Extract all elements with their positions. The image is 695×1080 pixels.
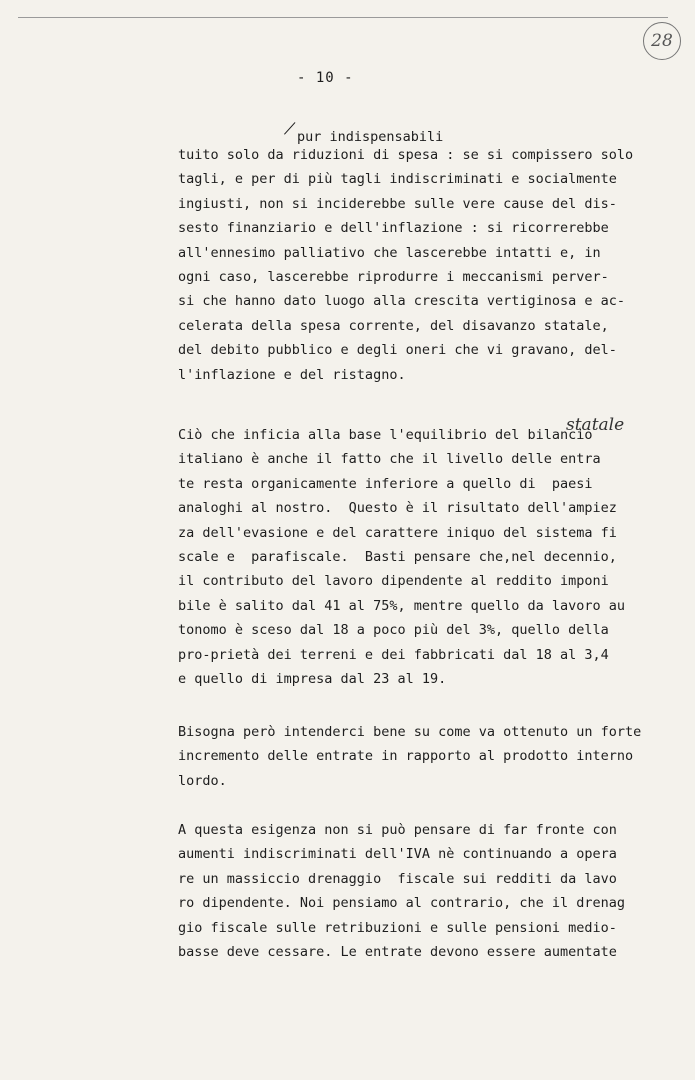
text-line: il contributo del lavoro dipendente al reddito imponi (178, 573, 609, 590)
text-line: l'inflazione e del ristagno. (178, 366, 406, 383)
text-line: ingiusti, non si inciderebbe sulle vere cause del dis- (178, 195, 617, 212)
text-line: Bisogna però intenderci bene su come va ottenuto un forte (178, 724, 642, 740)
text-line: all'ennesimo palliativo che lascerebbe intatti e, in (178, 244, 601, 261)
text-line: re un massiccio drenaggio fiscale sui redditi da lavo (178, 870, 617, 887)
page-number: - 10 - (297, 70, 354, 86)
text-line: sesto finanziario e dell'inflazione : si ricorrerebbe (178, 220, 609, 237)
top-rule (18, 17, 668, 18)
text-line: analoghi al nostro. Questo è il risultato dell'ampiez (178, 500, 617, 517)
text-line: tonomo è sceso dal 18 a poco più del 3%, quello della (178, 622, 609, 639)
text-line: A questa esigenza non si può pensare di far fronte con (178, 822, 617, 838)
text-line: e quello di impresa dal 23 al 19. (178, 671, 447, 688)
text-line: ro dipendente. Noi pensiamo al contrario, che il drenag (178, 895, 626, 912)
text-line: si che hanno dato luogo alla crescita vertiginosa e ac- (178, 293, 626, 310)
handwritten-insertion: pur indispensabili (297, 129, 444, 145)
paragraph-2 (178, 423, 648, 691)
page-stamp: 28 (643, 22, 681, 60)
text-line: tuito solo da riduzioni di spesa : se si compissero solo (178, 147, 634, 163)
text-line: celerata della spesa corrente, del disavanzo statale, (178, 317, 609, 334)
text-line: pro-prietà dei terreni e dei fabbricati dal 18 al 3,4 (178, 646, 609, 663)
text-line: za dell'evasione e del carattere iniquo del sistema fi (178, 524, 617, 541)
text-line: del debito pubblico e degli oneri che vi gravano, del- (178, 342, 617, 359)
text-line: basse deve cessare. Le entrate devono essere aumentate (178, 944, 617, 961)
text-line: Ciò che inficia alla base l'equilibrio del bilancio (178, 427, 593, 443)
insertion-caret (284, 122, 295, 135)
paragraph-3 (178, 720, 648, 793)
handwritten-margin-note: statale (566, 415, 625, 435)
text-line: incremento delle entrate in rapporto al prodotto interno (178, 748, 634, 765)
paragraph-4 (178, 818, 648, 964)
text-line: bile è salito dal 41 al 75%, mentre quello da lavoro au (178, 597, 626, 614)
text-line: scale e parafiscale. Basti pensare che,nel decennio, (178, 549, 617, 566)
paragraph-1 (178, 143, 648, 387)
text-line: ogni caso, lascerebbe riprodurre i meccanismi perver- (178, 269, 609, 286)
text-line: gio fiscale sulle retribuzioni e sulle pensioni medio- (178, 919, 617, 936)
text-line: lordo. (178, 772, 227, 789)
text-line: aumenti indiscriminati dell'IVA nè continuando a opera (178, 846, 617, 863)
text-line: tagli, e per di più tagli indiscriminati e socialmente (178, 171, 617, 188)
text-line: te resta organicamente inferiore a quello di paesi (178, 475, 593, 492)
text-line: italiano è anche il fatto che il livello delle entra (178, 451, 601, 468)
